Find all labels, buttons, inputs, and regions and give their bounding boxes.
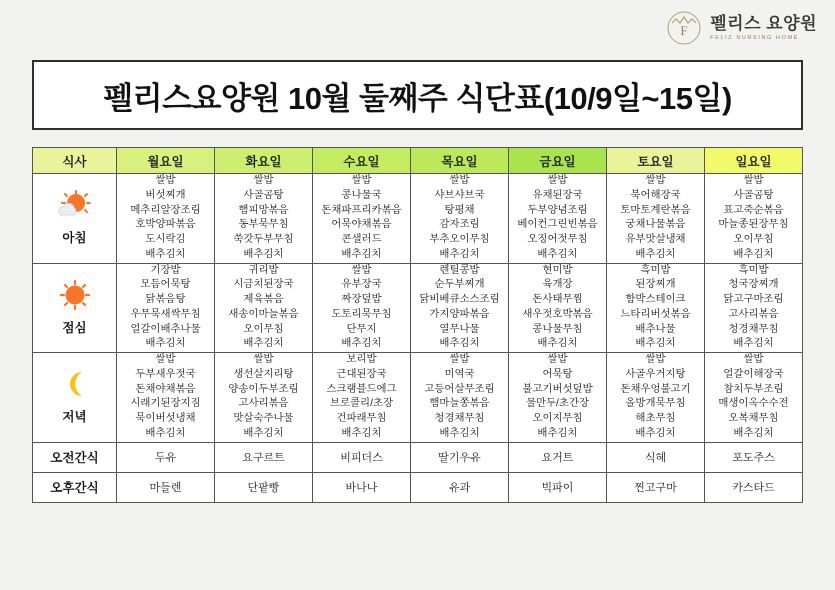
menu-cell xyxy=(313,174,411,264)
dish-item: 쌀밥 xyxy=(155,354,176,366)
meal-name: 저녁 xyxy=(62,410,87,425)
brand-logo xyxy=(666,10,817,46)
menu-cell xyxy=(705,174,803,264)
dish-item: 쌀밥 xyxy=(253,175,274,186)
dish-item: 배추김치 xyxy=(733,428,774,440)
dish-item: 닭볶음탕 xyxy=(145,294,186,306)
dish-item: 두부양념조림 xyxy=(527,204,588,216)
table-row xyxy=(33,263,803,353)
menu-cell xyxy=(411,263,509,353)
dish-item: 두부새우젓국 xyxy=(135,368,196,380)
dish-item: 마늘종된장무침 xyxy=(718,219,789,231)
snack-label-cell: 오전간식 xyxy=(33,442,117,472)
dish-item: 참치두부조림 xyxy=(723,383,784,395)
column-header-sunday: 일요일 xyxy=(705,148,803,174)
dish-item: 감자조림 xyxy=(439,219,480,231)
column-header-saturday: 토요일 xyxy=(607,148,705,174)
dish-item: 돈사태무찜 xyxy=(532,294,583,306)
dish-item: 베이컨그린빈볶음 xyxy=(517,219,598,231)
menu-cell xyxy=(509,263,607,353)
column-header-wednesday: 수요일 xyxy=(313,148,411,174)
dish-item: 북어해장국 xyxy=(630,189,681,201)
dish-item: 닭고구마조림 xyxy=(723,294,784,306)
dish-item: 동부묵무침 xyxy=(238,219,289,231)
snack-cell: 바나나 xyxy=(313,472,411,502)
dish-item: 오징어젓무침 xyxy=(527,234,588,246)
snack-cell: 두유 xyxy=(117,442,215,472)
dish-item: 쌀밥 xyxy=(155,175,176,186)
meal-name: 아침 xyxy=(62,231,87,246)
dish-item: 고사리볶음 xyxy=(238,398,289,410)
snack-cell: 유과 xyxy=(411,472,509,502)
dish-item: 맛살숙주나물 xyxy=(233,413,294,425)
dish-item: 콘샐러드 xyxy=(341,234,382,246)
dish-item: 쌀밥 xyxy=(351,264,372,276)
menu-cell xyxy=(117,353,215,443)
menu-cell xyxy=(117,174,215,264)
dish-item: 유부맛살냉채 xyxy=(625,234,686,246)
dish-item: 얼갈이배추나물 xyxy=(130,323,201,335)
dish-item: 돈채우엉불고기 xyxy=(620,383,691,395)
meal-label-cell xyxy=(33,263,117,353)
dish-item: 새우젓호박볶음 xyxy=(522,308,593,320)
dish-item: 쌀밥 xyxy=(645,354,666,366)
dish-item: 표고죽순볶음 xyxy=(723,204,784,216)
dish-item: 오이무침 xyxy=(733,234,774,246)
dish-item: 해초무침 xyxy=(635,413,676,425)
dish-item: 배추김치 xyxy=(145,428,186,440)
dish-item: 쌀밥 xyxy=(645,175,666,186)
dish-item: 궁채나물볶음 xyxy=(625,219,686,231)
dish-item: 스크램블드에그 xyxy=(326,383,397,395)
title-banner xyxy=(32,60,803,130)
snack-label-cell: 오후간식 xyxy=(33,472,117,502)
menu-cell xyxy=(215,263,313,353)
dish-item: 돈채파프리카볶음 xyxy=(321,204,402,216)
dish-item: 배추김치 xyxy=(145,248,186,260)
menu-cell xyxy=(705,263,803,353)
dish-item: 어묵탕 xyxy=(542,368,573,380)
snack-cell: 딸기우유 xyxy=(411,442,509,472)
dish-item: 배추나물 xyxy=(635,323,676,335)
column-header-meal: 식사 xyxy=(33,148,117,174)
dish-item: 함박스테이크 xyxy=(625,294,686,306)
crown-monogram-icon xyxy=(666,10,702,46)
dish-item: 시금치된장국 xyxy=(233,279,294,291)
snack-cell: 찐고구마 xyxy=(607,472,705,502)
dish-item: 쌀밥 xyxy=(743,354,764,366)
dish-item: 청경채무침 xyxy=(434,413,485,425)
dish-item: 배추김치 xyxy=(243,338,284,350)
dish-item: 배추김치 xyxy=(537,248,578,260)
dish-item: 시래기된장지짐 xyxy=(130,398,201,410)
dish-item: 느타리버섯볶음 xyxy=(620,308,691,320)
dish-item: 가지양파볶음 xyxy=(429,308,490,320)
brand-text xyxy=(710,15,817,42)
dish-item: 생선살지리탕 xyxy=(233,368,294,380)
dish-item: 제육볶음 xyxy=(243,294,284,306)
dish-item: 육개장 xyxy=(542,279,573,291)
snack-cell: 식혜 xyxy=(607,442,705,472)
table-row xyxy=(33,442,803,472)
dish-item: 메추리알장조림 xyxy=(130,204,201,216)
dish-item: 불고기버섯덮밥 xyxy=(522,383,593,395)
sun-icon xyxy=(57,280,93,315)
brand-tagline: FELIZ NURSING HOME xyxy=(710,35,799,42)
dish-item: 콩나물국 xyxy=(341,189,382,201)
meal-label-cell xyxy=(33,174,117,264)
dish-item: 근대된장국 xyxy=(336,368,387,380)
menu-cell xyxy=(509,353,607,443)
dish-item: 쌀밥 xyxy=(547,354,568,366)
dish-item: 기장밥 xyxy=(150,264,181,276)
dish-item: 오이무침 xyxy=(243,323,284,335)
dish-item: 된장찌개 xyxy=(635,279,676,291)
menu-cell xyxy=(215,353,313,443)
menu-cell xyxy=(607,174,705,264)
snack-cell: 비피더스 xyxy=(313,442,411,472)
dish-item: 보리밥 xyxy=(346,354,377,366)
dish-item: 청국장찌개 xyxy=(728,279,779,291)
dish-item: 올방개묵무침 xyxy=(625,398,686,410)
dish-item: 버섯찌개 xyxy=(145,189,186,201)
dish-item: 배추김치 xyxy=(537,338,578,350)
page-title: 펠리스요양원 10월 둘째주 식단표(10/9일~15일) xyxy=(103,80,732,116)
column-header-monday: 월요일 xyxy=(117,148,215,174)
dish-item: 배추김치 xyxy=(243,248,284,260)
dish-item: 사골곰탕 xyxy=(243,189,284,201)
table-header-row xyxy=(33,148,803,174)
dish-item: 고등어살무조림 xyxy=(424,383,495,395)
dish-item: 어묵야채볶음 xyxy=(331,219,392,231)
snack-cell: 마들렌 xyxy=(117,472,215,502)
dish-item: 배추김치 xyxy=(439,248,480,260)
dish-item: 배추김치 xyxy=(243,428,284,440)
dish-item: 유부장국 xyxy=(341,279,382,291)
dish-item: 렌틸콩밥 xyxy=(439,264,480,276)
column-header-tuesday: 화요일 xyxy=(215,148,313,174)
dish-item: 배추김치 xyxy=(341,338,382,350)
dish-item: 쌀밥 xyxy=(351,175,372,186)
dish-item: 청경채무침 xyxy=(728,323,779,335)
moon-icon xyxy=(57,369,93,404)
dish-item: 배추김치 xyxy=(439,338,480,350)
sun-cloud-icon xyxy=(57,190,93,225)
menu-cell xyxy=(607,353,705,443)
dish-item: 배추김치 xyxy=(341,248,382,260)
dish-item: 도토리묵무침 xyxy=(331,308,392,320)
dish-item: 귀리밥 xyxy=(248,264,279,276)
menu-cell xyxy=(509,174,607,264)
dish-item: 샤브샤브국 xyxy=(434,189,485,201)
column-header-thursday: 목요일 xyxy=(411,148,509,174)
dish-item: 배추김치 xyxy=(635,338,676,350)
dish-item: 매생이옥수수전 xyxy=(718,398,789,410)
dish-item: 호박양파볶음 xyxy=(135,219,196,231)
dish-item: 배추김치 xyxy=(635,428,676,440)
meal-label-cell xyxy=(33,353,117,443)
dish-item: 사골곰탕 xyxy=(733,189,774,201)
snack-cell: 포도주스 xyxy=(705,442,803,472)
meal-name: 점심 xyxy=(62,320,87,335)
dish-item: 배추김치 xyxy=(733,248,774,260)
snack-cell: 카스타드 xyxy=(705,472,803,502)
dish-item: 돈채야채볶음 xyxy=(135,383,196,395)
dish-item: 고사리볶음 xyxy=(728,308,779,320)
table-row xyxy=(33,472,803,502)
dish-item: 쌀밥 xyxy=(449,354,470,366)
snack-cell: 단팥빵 xyxy=(215,472,313,502)
dish-item: 배추김치 xyxy=(341,428,382,440)
brand-name: 펠리스 요양원 xyxy=(710,13,817,33)
dish-item: 건파래무침 xyxy=(336,413,387,425)
table-row xyxy=(33,174,803,264)
dish-item: 우무묵새싹무침 xyxy=(130,308,201,320)
dish-item: 사골우거지탕 xyxy=(625,368,686,380)
dish-item: 부추오이무침 xyxy=(429,234,490,246)
dish-item: 닭비베큐소스조림 xyxy=(419,294,500,306)
dish-item: 콩나물무침 xyxy=(532,323,583,335)
snack-cell: 빅파이 xyxy=(509,472,607,502)
dish-item: 쑥갓두부무침 xyxy=(233,234,294,246)
dish-item: 쌀밥 xyxy=(743,175,764,186)
dish-item: 쌀밥 xyxy=(449,175,470,186)
dish-item: 햄마늘쫑볶음 xyxy=(429,398,490,410)
dish-item: 도시락김 xyxy=(145,234,186,246)
weekly-menu-table xyxy=(32,147,803,503)
dish-item: 단무지 xyxy=(346,323,377,335)
dish-item: 물만두/초간장 xyxy=(525,398,590,410)
dish-item: 양송이두부조림 xyxy=(228,383,299,395)
dish-item: 묵이버섯냉채 xyxy=(135,413,196,425)
dish-item: 쌀밥 xyxy=(253,354,274,366)
dish-item: 쌀밥 xyxy=(547,175,568,186)
dish-item: 오이지무침 xyxy=(532,413,583,425)
dish-item: 현미밥 xyxy=(542,264,573,276)
dish-item: 짜장덮밥 xyxy=(341,294,382,306)
column-header-friday: 금요일 xyxy=(509,148,607,174)
dish-item: 열무나물 xyxy=(439,323,480,335)
dish-item: 배추김치 xyxy=(145,338,186,350)
dish-item: 배추김치 xyxy=(439,428,480,440)
dish-item: 배추김치 xyxy=(635,248,676,260)
dish-item: 브로콜리/초장 xyxy=(329,398,394,410)
table-row xyxy=(33,353,803,443)
dish-item: 순두부찌개 xyxy=(434,279,485,291)
dish-item: 얼갈이해장국 xyxy=(723,368,784,380)
dish-item: 토마토계란볶음 xyxy=(620,204,691,216)
menu-cell xyxy=(705,353,803,443)
dish-item: 유채된장국 xyxy=(532,189,583,201)
dish-item: 배추김치 xyxy=(537,428,578,440)
menu-cell xyxy=(411,174,509,264)
dish-item: 햄피망볶음 xyxy=(238,204,289,216)
dish-item: 미역국 xyxy=(444,368,475,380)
svg-text:F: F xyxy=(680,23,688,38)
menu-cell xyxy=(313,263,411,353)
dish-item: 흑미밥 xyxy=(738,264,769,276)
snack-cell: 요구르트 xyxy=(215,442,313,472)
menu-cell xyxy=(215,174,313,264)
menu-cell xyxy=(117,263,215,353)
dish-item: 새송이마늘볶음 xyxy=(228,308,299,320)
dish-item: 모듬어묵탕 xyxy=(140,279,191,291)
dish-item: 배추김치 xyxy=(733,338,774,350)
dish-item: 탕평채 xyxy=(444,204,475,216)
dish-item: 오복채무침 xyxy=(728,413,779,425)
dish-item: 흑미밥 xyxy=(640,264,671,276)
menu-cell xyxy=(313,353,411,443)
menu-cell xyxy=(411,353,509,443)
menu-cell xyxy=(607,263,705,353)
snack-cell: 요거트 xyxy=(509,442,607,472)
